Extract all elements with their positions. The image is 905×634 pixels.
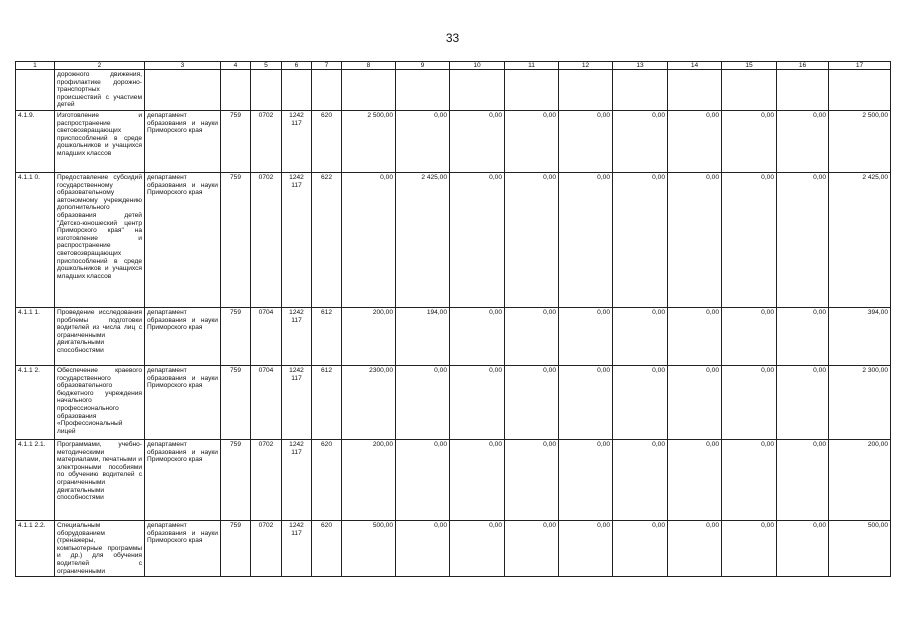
amount-cell: 0,00 <box>722 439 777 520</box>
budget-table <box>15 61 891 577</box>
target-article-cell: 1242 117 <box>282 365 312 439</box>
amount-cell: 2 425,00 <box>396 172 450 307</box>
amount-cell: 0,00 <box>342 172 396 307</box>
amount-cell: 0,00 <box>559 172 613 307</box>
code-cell: 759 <box>221 307 251 365</box>
description-cell: Обеспечение краевого государственного образовательного бюджетного учреждения начального профессионального образования «Профессиональный лицей <box>55 365 145 439</box>
total-cell: 200,00 <box>829 439 891 520</box>
amount-cell: 0,00 <box>505 520 559 576</box>
amount-cell <box>396 70 450 111</box>
amount-cell: 0,00 <box>396 110 450 172</box>
executor-cell: департамент образования и науки Приморского края <box>145 365 221 439</box>
amount-cell: 0,00 <box>722 520 777 576</box>
item-number-cell: 4.1.1 0. <box>16 172 55 307</box>
expense-type-cell: 620 <box>312 439 342 520</box>
column-header-16: 16 <box>777 62 829 70</box>
section-cell: 0704 <box>251 307 282 365</box>
table-body <box>16 70 891 577</box>
amount-cell: 194,00 <box>396 307 450 365</box>
target-article-cell: 1242 117 <box>282 307 312 365</box>
amount-cell: 0,00 <box>396 365 450 439</box>
column-header-7: 7 <box>312 62 342 70</box>
amount-cell: 0,00 <box>559 110 613 172</box>
amount-cell: 0,00 <box>559 439 613 520</box>
total-cell: 500,00 <box>829 520 891 576</box>
column-header-3: 3 <box>145 62 221 70</box>
column-header-6: 6 <box>282 62 312 70</box>
item-number-cell: 4.1.1 1. <box>16 307 55 365</box>
table-row <box>16 110 891 172</box>
section-cell: 0702 <box>251 172 282 307</box>
amount-cell: 0,00 <box>668 307 722 365</box>
executor-cell: департамент образования и науки Приморского края <box>145 307 221 365</box>
code-cell: 759 <box>221 439 251 520</box>
amount-cell: 0,00 <box>777 307 829 365</box>
amount-cell: 0,00 <box>668 520 722 576</box>
column-header-8: 8 <box>342 62 396 70</box>
executor-cell: департамент образования и науки Приморского края <box>145 439 221 520</box>
table-row <box>16 307 891 365</box>
section-cell: 0702 <box>251 110 282 172</box>
table-row <box>16 439 891 520</box>
section-cell: 0702 <box>251 520 282 576</box>
description-cell: Программами, учебно-методическими материалами, печатными и электронными пособиями по обучению водителей с ограниченными двигательными способностями <box>55 439 145 520</box>
code-cell: 759 <box>221 172 251 307</box>
amount-cell: 0,00 <box>396 439 450 520</box>
table-row <box>16 520 891 576</box>
amount-cell: 0,00 <box>668 365 722 439</box>
executor-cell: департамент образования и науки Приморского края <box>145 110 221 172</box>
column-header-13: 13 <box>613 62 668 70</box>
amount-cell: 0,00 <box>613 110 668 172</box>
item-number-cell: 4.1.1 2.1. <box>16 439 55 520</box>
total-cell: 2 300,00 <box>829 365 891 439</box>
total-cell: 2 500,00 <box>829 110 891 172</box>
amount-cell: 2 500,00 <box>342 110 396 172</box>
amount-cell: 0,00 <box>450 172 505 307</box>
code-cell: 759 <box>221 110 251 172</box>
amount-cell: 500,00 <box>342 520 396 576</box>
table-row <box>16 172 891 307</box>
code-cell <box>221 70 251 111</box>
header-row <box>16 62 891 70</box>
total-cell: 394,00 <box>829 307 891 365</box>
expense-type-cell: 620 <box>312 110 342 172</box>
description-cell: Изготовление и распространение световозвращающих приспособлений в среде дошкольников и учащихся младших классов <box>55 110 145 172</box>
column-header-2: 2 <box>55 62 145 70</box>
amount-cell: 0,00 <box>505 439 559 520</box>
amount-cell: 0,00 <box>613 307 668 365</box>
column-header-17: 17 <box>829 62 891 70</box>
amount-cell: 0,00 <box>450 365 505 439</box>
code-cell: 759 <box>221 365 251 439</box>
amount-cell: 0,00 <box>505 110 559 172</box>
table-row <box>16 365 891 439</box>
amount-cell: 0,00 <box>450 439 505 520</box>
item-number-cell: 4.1.1 2. <box>16 365 55 439</box>
amount-cell: 0,00 <box>613 172 668 307</box>
column-header-14: 14 <box>668 62 722 70</box>
amount-cell: 0,00 <box>777 439 829 520</box>
amount-cell: 0,00 <box>722 307 777 365</box>
description-cell: Проведение исследования проблемы подготовки водителей из числа лиц с ограниченными двигательными способностями <box>55 307 145 365</box>
total-cell <box>829 70 891 111</box>
code-cell: 759 <box>221 520 251 576</box>
amount-cell: 0,00 <box>505 172 559 307</box>
column-header-15: 15 <box>722 62 777 70</box>
column-header-9: 9 <box>396 62 450 70</box>
amount-cell: 0,00 <box>505 307 559 365</box>
expense-type-cell: 612 <box>312 307 342 365</box>
column-header-4: 4 <box>221 62 251 70</box>
target-article-cell: 1242 117 <box>282 110 312 172</box>
description-cell: дорожного движения, профилактике дорожно-транспортных происшествий с участием детей <box>55 70 145 111</box>
page-number: 33 <box>445 31 460 45</box>
section-cell: 0704 <box>251 365 282 439</box>
amount-cell: 2300,00 <box>342 365 396 439</box>
amount-cell: 0,00 <box>668 172 722 307</box>
amount-cell: 200,00 <box>342 307 396 365</box>
expense-type-cell: 612 <box>312 365 342 439</box>
column-header-10: 10 <box>450 62 505 70</box>
amount-cell: 200,00 <box>342 439 396 520</box>
expense-type-cell <box>312 70 342 111</box>
column-header-12: 12 <box>559 62 613 70</box>
item-number-cell <box>16 70 55 111</box>
amount-cell: 0,00 <box>450 110 505 172</box>
description-cell: Предоставление субсидий государственному образовательному автономному учреждению дополнительного образования детей "Детско-юношеский центр Приморского края" на изготовление и распространение световозвращающих приспособлений в среде дошкольников и учащихся младших классов <box>55 172 145 307</box>
amount-cell: 0,00 <box>613 439 668 520</box>
amount-cell: 0,00 <box>559 520 613 576</box>
column-header-11: 11 <box>505 62 559 70</box>
amount-cell: 0,00 <box>613 365 668 439</box>
amount-cell: 0,00 <box>559 307 613 365</box>
amount-cell: 0,00 <box>722 365 777 439</box>
amount-cell <box>505 70 559 111</box>
amount-cell <box>342 70 396 111</box>
amount-cell: 0,00 <box>777 520 829 576</box>
target-article-cell: 1242 117 <box>282 172 312 307</box>
amount-cell: 0,00 <box>777 110 829 172</box>
amount-cell: 0,00 <box>722 110 777 172</box>
column-header-1: 1 <box>16 62 55 70</box>
amount-cell: 0,00 <box>450 520 505 576</box>
section-cell <box>251 70 282 111</box>
amount-cell: 0,00 <box>777 365 829 439</box>
amount-cell: 0,00 <box>668 110 722 172</box>
description-cell: Специальным оборудованием (тренажеры, компьютерные программы и др.) для обучения водителей с ограниченными <box>55 520 145 576</box>
amount-cell <box>777 70 829 111</box>
amount-cell <box>613 70 668 111</box>
amount-cell: 0,00 <box>668 439 722 520</box>
section-cell: 0702 <box>251 439 282 520</box>
target-article-cell: 1242 117 <box>282 439 312 520</box>
amount-cell: 0,00 <box>450 307 505 365</box>
table-row <box>16 70 891 111</box>
expense-type-cell: 622 <box>312 172 342 307</box>
amount-cell <box>559 70 613 111</box>
executor-cell: департамент образования и науки Приморского края <box>145 520 221 576</box>
item-number-cell: 4.1.9. <box>16 110 55 172</box>
amount-cell <box>722 70 777 111</box>
item-number-cell: 4.1.1 2.2. <box>16 520 55 576</box>
amount-cell: 0,00 <box>396 520 450 576</box>
amount-cell <box>668 70 722 111</box>
amount-cell <box>450 70 505 111</box>
amount-cell: 0,00 <box>505 365 559 439</box>
executor-cell <box>145 70 221 111</box>
target-article-cell <box>282 70 312 111</box>
amount-cell: 0,00 <box>777 172 829 307</box>
column-header-5: 5 <box>251 62 282 70</box>
amount-cell: 0,00 <box>722 172 777 307</box>
amount-cell: 0,00 <box>613 520 668 576</box>
total-cell: 2 425,00 <box>829 172 891 307</box>
amount-cell: 0,00 <box>559 365 613 439</box>
executor-cell: департамент образования и науки Приморского края <box>145 172 221 307</box>
target-article-cell: 1242 117 <box>282 520 312 576</box>
expense-type-cell: 620 <box>312 520 342 576</box>
